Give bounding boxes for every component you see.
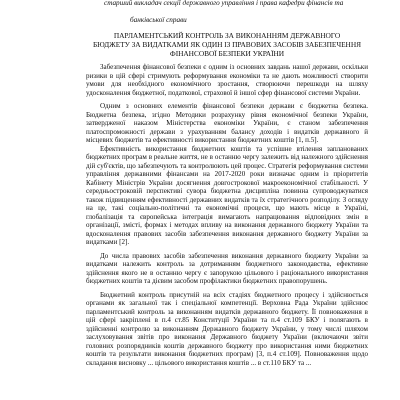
title-line-3: ФІНАНСОВОЇ БЕЗПЕКИ УКРАЇНИ [169,49,285,59]
title-line-2: БЮДЖЕТУ ЗА ВИДАТКАМИ ЯК ОДИН ІЗ ПРАВОВИХ ЗАСОБІВ ЗАБЕЗПЕЧЕННЯ [92,40,362,50]
affiliation-line-1: старший викладач секції державного управління і права кафедри фінансів та [104,0,344,7]
paragraph: Одним з основних елементів фінансової безпеки держави є бюджетна безпека. Бюджетна безпека, згідно Методики розрахунку рівня економічної безпеки України, затвердженої наказом Міністерства економіки України, є станом забезпечення платоспроможності держави з урахуванням балансу доходів і видатків державного й місцевих бюджетів та ефективності використання бюджетних коштів [1, п.5]. [86,102,368,145]
paragraph: До числа правових засобів забезпечення виконання державного бюджету України за видатками належить контроль за дотриманням бюджетного законодавства, ефективне здійснення якого не в останню чергу є запорукою цільового і раціонального використання бюджетних коштів та дієвим засобом профілактики бюджетних правопорушень. [86,251,368,286]
document-title [86,31,368,58]
affiliation-line-2: банківської справи [130,16,187,25]
author-affiliation [86,0,368,25]
paragraph: Забезпечення фінансової безпеки є одним із основних завдань нашої держави, оскільки ризики в цій сфері стримують реформування економіки та не дають можливості створити умови для необхідного економічного зростання, створюючи перешкоди на шляху удосконалення бюджетної, податкової, страхової й іншої сфер фінансової системи України. [86,63,368,97]
title-line-1: ПАРЛАМЕНТСЬКИЙ КОНТРОЛЬ ЗА ВИКОНАННЯМ ДЕРЖАВНОГО [113,31,341,41]
paragraph: Ефективність використання бюджетних коштів та успішне втілення запланованих бюджетних програм в реальне життя, не в останню чергу залежить від належного здійснення дій суб'єктів, що забезпечують та контролюють цей процес. Стратегія реформування системи управління державними фінансами на 2017-2020 роки визначає одним із пріоритетів Кабінету Міністрів України досягнення довгострокової макроекономічної стабільності. У середньостроковій перспективі сувора бюджетна дисципліна повинна супроводжуватися також підвищенням ефективності державних видатків та їх стратегічного розподілу. З огляду на це, такі соціально-політичні та економічні процеси, що мають місце в Україні, глобалізація та європейська інтеграція вимагають напрацювання відповідних змін в організації, змісті, формах і методах впливу на виконання державного бюджету України та вдосконалення правових засобів забезпечення виконання державного бюджету України за видатками [2]. [86,144,368,247]
paragraph: Бюджетний контроль присутній на всіх стадіях бюджетного процесу і здійснюється органами як загальної так і спеціальної компетенції. Верховна Рада України здійснює парламентський контроль за виконанням видатків державного бюджету. Її повноваження в цій сфері закріплені в п.4 ст.85 Конституції України та п.4 ст.109 БКУ і полягають в здійсненні контролю за виконанням Державного бюджету України, у тому числі шляхом заслуховування звітів про виконання Державного бюджету України (включаючи звіти головних розпорядників коштів державного бюджету про використання ними бюджетних коштів та результати виконання бюджетних програм) [3, п.4 ст.109]. Повноваження щодо складання висновку ... цільового використання коштів ... в ст.110 БКУ та ... [86,290,368,367]
